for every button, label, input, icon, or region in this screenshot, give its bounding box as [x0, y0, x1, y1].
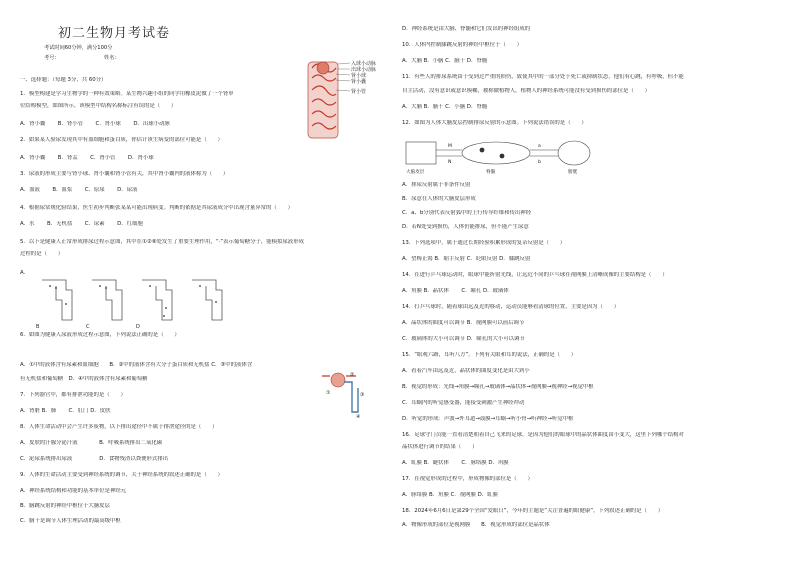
left-column-line: A．①中的液体含有尿素和血细胞 B．②中的液体含有大分子蛋白质和无机盐 C．③中的液体含: [20, 362, 253, 368]
exam-time-score: 考试时间60分钟，满分100分: [44, 45, 113, 51]
left-column-line: 9．人体的生命活动主要受到神经系统的调节，关于神经系统的叙述正确的是（ ）: [20, 472, 223, 478]
reflex-label-cortex: 大脑皮层: [406, 170, 425, 175]
reflex-label-spinal: 脊髓: [486, 170, 496, 175]
left-column-line: 3．尿液的形成主要与肾小球、肾小囊和肾小管有关，其中肾小囊内的液体称为（ ）: [20, 171, 229, 177]
left-column-line: 一、选择题：（每题 3分，共 60分）: [20, 77, 107, 83]
right-column-line: A．排尿反射属于非条件反射: [402, 182, 471, 188]
left-column-line: 6．如图为健康人尿液形成过程示意图，下列说法正确的是（ ）: [20, 332, 180, 338]
q5-options-figure: [36, 274, 256, 330]
left-column-line: 有无机盐和葡萄糖 D．④中的液体含有尿素和葡萄糖: [20, 376, 148, 382]
q6-nephron-figure: [320, 368, 376, 422]
kidney-label-1: 入球小动脉: [351, 61, 377, 67]
left-column-line: 4．根据尿常规化验结果，医生初步判断张某某可能出现病变。判断的依据是其尿液成分中出现含量异常的（ ）: [20, 205, 293, 211]
right-column-line: A．望梅止渴 B．缩手反射 C．眨眼反射 D．膝跳反射: [402, 256, 531, 262]
right-column-line: 自主活动，没有意识或意识模糊，被称做植物人。植物人的神经系统可能没有受到损伤的部位是（ ）: [402, 88, 650, 94]
right-column-line: C．a、b分别代表反射弧中的上行传导纤维和传出神经: [402, 210, 532, 216]
right-column-line: C．玻璃体的大小可以调节 D．瞳孔的大小可以调节: [402, 336, 525, 342]
kidney-label-4: 肾小囊: [351, 79, 367, 85]
left-column-line: A．: [20, 270, 30, 276]
nephron-label-1: ①: [326, 390, 331, 396]
left-column-line: 8．人体生命活动中会产生许多废物，以下排出途径中不属于排泄途径的是（ ）: [20, 424, 218, 430]
right-column-line: A．角膜 B．晶状体 C．瞳孔 D．玻璃体: [402, 288, 509, 294]
nephron-label-3: ③: [360, 392, 365, 398]
right-column-line: 15．“眼观六路，耳听八方”。下列有关眼和耳的说法，正确的是（ ）: [402, 352, 577, 358]
kidney-label-2: 出球小动脉: [351, 67, 377, 73]
right-column-line: A．看着汽车由远及近，晶状体的曲度变化是由大到小: [402, 368, 530, 374]
left-column-line: A．血液 B．血浆 C．原尿 D．尿液: [20, 187, 138, 193]
left-column-line: 7．下列器官中，都有排泄功能的是（ ）: [20, 392, 126, 398]
right-column-line: B．尿意在人体的大脑皮层形成: [402, 196, 476, 202]
right-column-line: C．耳蜗内的听觉感受器，能接受刺激产生神经冲动: [402, 400, 525, 406]
right-column-line: 晶状体进行调节的结果（ ）: [402, 444, 478, 450]
svg-text:D: D: [136, 324, 140, 330]
student-name-label: 姓名：: [104, 55, 120, 61]
svg-text:B: B: [36, 324, 40, 330]
right-column-line: A．晶状体的曲度可以调节 B．视网膜可以前后调节: [402, 320, 525, 326]
right-column-line: A．物像形成的部位是视网膜 B．视觉形成的部位是晶状体: [402, 522, 550, 528]
left-column-line: A．神经系统结构和功能的基本单位是神经元: [20, 488, 127, 494]
right-column-line: D．若N处受到损伤，人体仍能排尿，但不能产生尿意: [402, 224, 529, 230]
left-column-line: 5．以下是健康人正常形成排尿过程示意图，其中在①②⑧处发生了重要生理作用，“·”表示葡萄糖分子，能模拟尿液形成: [20, 239, 304, 245]
left-column-line: C．泌尿系统排出尿液 D．食物残渣以粪便形式排出: [20, 456, 169, 462]
right-column-line: 11．有些人的排尿系统由于受到过严重的损伤，致使其中的一部分处于死亡或抑制状态，他们有心跳，有呼吸，但不能: [402, 74, 684, 80]
exam-title: 初二生物月考试卷: [58, 26, 171, 41]
right-column-line: 12．如图为人体大脑皮层控制排尿反射的示意图。下列说法错误的是（ ）: [402, 120, 587, 126]
right-column-line: D．听觉的形成：声波→外耳道→鼓膜→耳蜗→听小骨→听神经→听觉中枢: [402, 416, 574, 422]
left-column-line: A．肾小囊 B．肾小管 C．肾小球 D．出球小动脉: [20, 121, 170, 127]
left-column-line: A．皮肤的汗腺分泌汗液 B．呼吸系统排出二氧化碳: [20, 440, 163, 446]
kidney-label-3: 肾小球: [351, 73, 367, 79]
nephron-model-figure: [300, 56, 384, 142]
right-column-line: 17．在视觉形成的过程中，形成物像的部位是（ ）: [402, 476, 533, 482]
left-column-line: 2．如果某人验尿发现其中有血细胞和蛋白质，你估计该生病变的部位可能是（ ）: [20, 137, 223, 143]
left-column-line: 1．模型构建是学习生物学的一种有效策略。某生物兴趣小组的同学用橡皮泥做了一个肾单: [20, 91, 234, 97]
right-column-line: 18．2024年6月6日是第29个全国“爱眼日”，今年的主题是“关注普遍的眼健康”。下列叙述正确的是（ ）: [402, 508, 664, 514]
left-column-line: B．脑跳反射的神经中枢位于大脑皮层: [20, 503, 110, 509]
reflex-label-b: b: [538, 160, 541, 165]
nephron-label-2: ②: [350, 372, 355, 378]
right-column-line: 14．在进行乒乓球运动时，眼球中能折射光线，让远近不同的乒乓球在视网膜上清晰成像的主要结构是（ ）: [402, 272, 668, 278]
left-column-line: C．脑干是调节人体生理活动的最高级中枢: [20, 518, 121, 524]
right-column-line: A．脉络膜 B．角膜 C．视网膜 D．虹膜: [402, 492, 498, 498]
left-column-line: A．肾脏 B．肺 C．肛门 D．皮肤: [20, 408, 111, 414]
q12-reflex-figure: [404, 136, 594, 176]
student-id-label: 考号：: [44, 55, 60, 61]
right-column-line: 10．人体内控制膝跳反射的神经中枢位于（ ）: [402, 42, 523, 48]
nephron-label-4: ④: [356, 414, 361, 420]
right-column-line: D．神经系统是由大脑、脊髓和它们发出的神经组成的: [402, 26, 531, 32]
kidney-label-5: 肾小管: [351, 89, 367, 95]
reflex-label-n: N: [448, 160, 452, 165]
right-column-line: A．虹膜 B．睫状体 C．脉络膜 D．巩膜: [402, 460, 509, 466]
left-column-line: A．肾小囊 B．肾盂 C．肾小管 D．肾小球: [20, 155, 154, 161]
right-column-line: A．大脑 B．脑干 C．小脑 D．脊髓: [402, 104, 488, 110]
svg-text:C: C: [86, 324, 90, 330]
left-column-line: 过程的是（ ）: [20, 251, 64, 257]
left-column-line: 位结构模型，如图所示。该模型中结构名称标注有误的是（ ）: [20, 103, 177, 109]
right-column-line: A．大脑 B．小脑 C．脑干 D．脊髓: [402, 58, 488, 64]
right-column-line: 13．下列选项中，属于通过长期经验积累形成的复杂反射是（ ）: [402, 240, 566, 246]
right-column-line: 14．打乒乓球时，随着球由远及近的移动，运动员能够看清球的位置，主要是因为（ ）: [402, 304, 620, 310]
reflex-label-a: a: [538, 144, 541, 149]
reflex-label-m: M: [448, 144, 452, 149]
right-column-line: 16．足球守门员能一直看清楚朝着自己飞来的足球，是因为他们的眼球中的晶状体曲度由小变大，这里下列哪个结构对: [402, 432, 684, 438]
right-column-line: B．视觉的形成：光线→角膜→瞳孔→玻璃体→晶状体→视网膜→视神经→视觉中枢: [402, 384, 594, 390]
reflex-label-bladder: 膀胱: [568, 170, 578, 175]
left-column-line: A．水 B．无机盐 C．尿素 D．红细胞: [20, 221, 143, 227]
